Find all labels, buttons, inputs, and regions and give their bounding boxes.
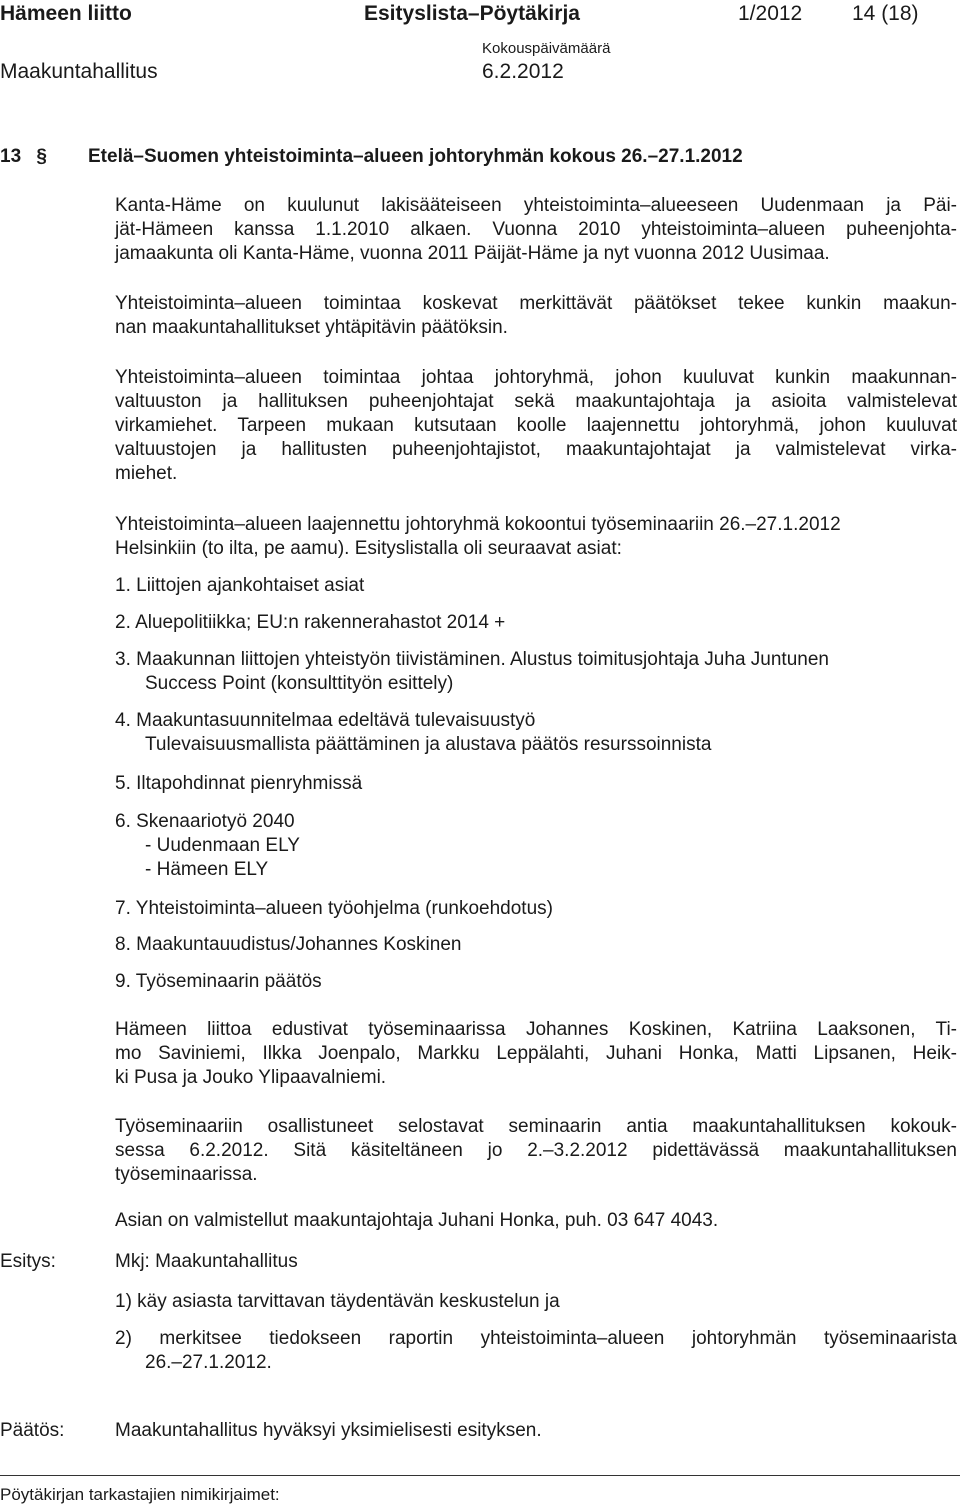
footer-divider bbox=[0, 1475, 960, 1476]
paragraph-4-line: Helsinkiin (to ilta, pe aamu). Esityslistalla oli seuraavat asiat: bbox=[115, 538, 622, 559]
proposal-item-2: 2) merkitsee tiedokseen raportin yhteistoiminta–alueen johtoryhmän työseminaarista bbox=[115, 1328, 957, 1349]
paragraph-5-line: Hämeen liittoa edustivat työseminaarissa Johannes Koskinen, Katriina Laaksonen, Ti- bbox=[115, 1019, 957, 1040]
paragraph-4-line: Yhteistoiminta–alueen laajennettu johtoryhmä kokoontui työseminaariin 26.–27.1.2012 bbox=[115, 514, 841, 535]
paragraph-3-line: virkamiehet. Tarpeen mukaan kutsutaan koolle laajennettu johtoryhmä, johon kuuluvat bbox=[115, 415, 957, 436]
decision-label: Päätös: bbox=[0, 1420, 65, 1441]
doc-type: Esityslista–Pöytäkirja bbox=[364, 2, 580, 25]
paragraph-1-line: jät-Hämeen kanssa 1.1.2010 alkaen. Vuonna 2010 yhteistoiminta–alueen puheenjohta- bbox=[115, 219, 957, 240]
paragraph-5-line: ki Pusa ja Jouko Ylipaavalniemi. bbox=[115, 1067, 387, 1088]
footer-initials-label: Pöytäkirjan tarkastajien nimikirjaimet: bbox=[0, 1485, 280, 1504]
meeting-date: 6.2.2012 bbox=[482, 60, 564, 83]
prepared-by: Asian on valmistellut maakuntajohtaja Juhani Honka, puh. 03 647 4043. bbox=[115, 1210, 719, 1231]
agenda-item-7: 7. Yhteistoiminta–alueen työohjelma (runkoehdotus) bbox=[115, 898, 553, 919]
paragraph-sign: § bbox=[36, 146, 47, 167]
agenda-item-6: 6. Skenaariotyö 2040 bbox=[115, 811, 295, 832]
decision-text: Maakuntahallitus hyväksyi yksimielisesti esityksen. bbox=[115, 1420, 542, 1441]
org-name: Hämeen liitto bbox=[0, 2, 132, 25]
agenda-item-4-sub: Tulevaisuusmallista päättäminen ja alustava päätös resurssoinnista bbox=[145, 734, 712, 755]
agenda-item-6-sub: - Hämeen ELY bbox=[145, 859, 269, 880]
section-title: Etelä–Suomen yhteistoiminta–alueen johtoryhmän kokous 26.–27.1.2012 bbox=[88, 146, 743, 167]
paragraph-3-line: Yhteistoiminta–alueen toimintaa johtaa johtoryhmä, johon kuuluvat kunkin maakunnan- bbox=[115, 367, 957, 388]
page-number: 14 (18) bbox=[852, 2, 919, 25]
agenda-item-9: 9. Työseminaarin päätös bbox=[115, 971, 322, 992]
agenda-item-8: 8. Maakuntauudistus/Johannes Koskinen bbox=[115, 934, 462, 955]
body-name: Maakuntahallitus bbox=[0, 60, 158, 83]
proposal-presenter: Mkj: Maakuntahallitus bbox=[115, 1251, 298, 1272]
paragraph-1-line: Kanta-Häme on kuulunut lakisääteiseen yhteistoiminta–alueeseen Uudenmaan ja Päi- bbox=[115, 195, 957, 216]
paragraph-1-line: jamaakunta oli Kanta-Häme, vuonna 2011 Päijät-Häme ja nyt vuonna 2012 Uusimaa. bbox=[115, 243, 830, 264]
paragraph-3-line: valtuuston ja hallituksen puheenjohtajat sekä maakuntajohtaja ja asioita valmistelevat bbox=[115, 391, 957, 412]
doc-number: 1/2012 bbox=[738, 2, 803, 25]
agenda-item-3: 3. Maakunnan liittojen yhteistyön tiivistäminen. Alustus toimitusjohtaja Juha Juntunen bbox=[115, 649, 829, 670]
paragraph-3-line: miehet. bbox=[115, 463, 178, 484]
date-label: Kokouspäivämäärä bbox=[482, 40, 611, 57]
proposal-label: Esitys: bbox=[0, 1251, 56, 1272]
section-number bbox=[0, 146, 47, 168]
proposal-item-1: 1) käy asiasta tarvittavan täydentävän keskustelun ja bbox=[115, 1291, 560, 1312]
paragraph-6-line: työseminaarissa. bbox=[115, 1164, 258, 1185]
agenda-item-3-sub: Success Point (konsulttityön esittely) bbox=[145, 673, 454, 694]
agenda-item-1: 1. Liittojen ajankohtaiset asiat bbox=[115, 575, 365, 596]
paragraph-6-line: Työseminaariin osallistuneet selostavat seminaarin antia maakuntahallituksen kokouk- bbox=[115, 1116, 957, 1137]
section-number-value: 13 bbox=[0, 146, 22, 167]
paragraph-2-line: Yhteistoiminta–alueen toimintaa koskevat merkittävät päätökset tekee kunkin maakun- bbox=[115, 293, 957, 314]
paragraph-2-line: nan maakuntahallitukset yhtäpitävin päätöksin. bbox=[115, 317, 508, 338]
agenda-item-6-sub: - Uudenmaan ELY bbox=[145, 835, 300, 856]
agenda-item-2: 2. Aluepolitiikka; EU:n rakennerahastot 2014 + bbox=[115, 612, 506, 633]
agenda-item-4: 4. Maakuntasuunnitelmaa edeltävä tulevaisuustyö bbox=[115, 710, 536, 731]
paragraph-6-line: sessa 6.2.2012. Sitä käsiteltäneen jo 2.–3.2.2012 pidettävässä maakuntahallituksen bbox=[115, 1140, 957, 1161]
proposal-item-2: 26.–27.1.2012. bbox=[145, 1352, 272, 1373]
paragraph-3-line: valtuustojen ja hallitusten puheenjohtajistot, maakuntajohtajat ja valmistelevat virka- bbox=[115, 439, 957, 460]
agenda-item-5: 5. Iltapohdinnat pienryhmissä bbox=[115, 773, 363, 794]
paragraph-5-line: mo Saviniemi, Ilkka Joenpalo, Markku Leppälahti, Juhani Honka, Matti Lipsanen, Heik- bbox=[115, 1043, 957, 1064]
